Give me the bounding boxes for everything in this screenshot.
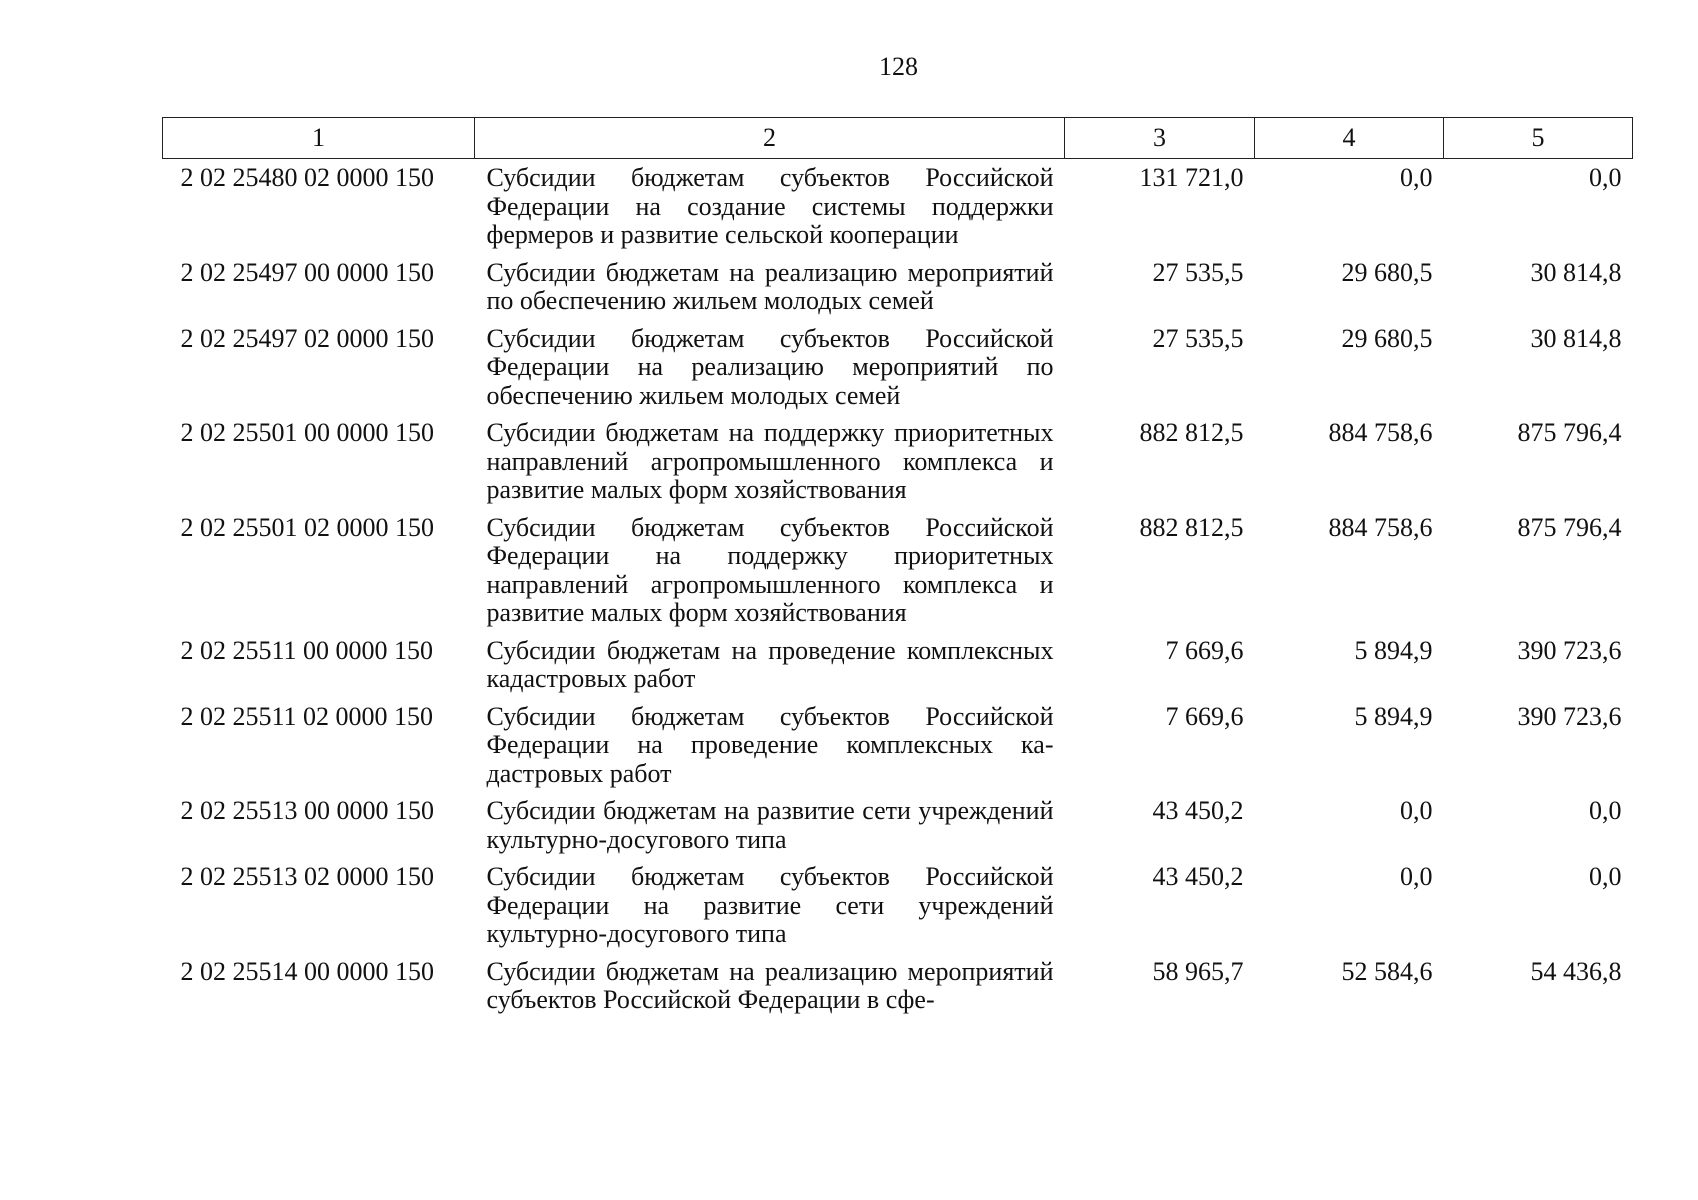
- budget-code: 2 02 25511 00 0000 150: [180, 635, 434, 665]
- budget-code: 2 02 25497 02 0000 150: [180, 323, 434, 353]
- table-row: [163, 632, 1633, 698]
- table-row: [163, 254, 1633, 320]
- revenue-name: Субсидии бюджетам на реализацию мероприятий по обеспечению жильем молодых семей: [486, 257, 1054, 315]
- revenue-name: Субсидии бюджетам субъектов Российской Федерации на проведение комплексных кадастровых работ: [486, 701, 1054, 788]
- table-row: [163, 858, 1633, 953]
- amount-col-5: 0,0: [1589, 163, 1622, 192]
- table-row: [163, 414, 1633, 509]
- budget-table: [162, 117, 1633, 1019]
- amount-col-5: 30 814,8: [1530, 323, 1622, 353]
- budget-code: 2 02 25501 00 0000 150: [180, 418, 434, 447]
- revenue-name: Субсидии бюджетам на развитие сети учреждений культурно-досугового типа: [486, 796, 1054, 854]
- revenue-name: Субсидии бюджетам на поддержку приоритетных направлений агропромышленного комплекса и развитие малых форм хозяйствования: [486, 418, 1054, 504]
- amount-col-4: 0,0: [1400, 163, 1433, 192]
- budget-code: 2 02 25514 00 0000 150: [180, 956, 434, 986]
- column-header-1: 1: [163, 118, 475, 159]
- revenue-name: Субсидии бюджетам на проведение комплексных кадастровых работ: [486, 635, 1054, 693]
- amount-col-4: 884 758,6: [1328, 512, 1433, 542]
- amount-col-4: 884 758,6: [1328, 418, 1433, 447]
- revenue-name: Субсидии бюджетам субъектов Российской Федерации на поддержку приоритетных направлений агропромышленного комплекса и развитие малых форм хозяйствования: [486, 512, 1054, 627]
- budget-code: 2 02 25513 00 0000 150: [180, 796, 434, 825]
- column-header-2: 2: [475, 118, 1065, 159]
- table-row: [163, 953, 1633, 1019]
- amount-col-3: 7 669,6: [1165, 701, 1244, 731]
- table-body: [163, 159, 1633, 1019]
- table-row: [163, 320, 1633, 415]
- amount-col-3: 7 669,6: [1165, 635, 1244, 665]
- amount-col-4: 5 894,9: [1354, 701, 1433, 731]
- budget-code: 2 02 25501 02 0000 150: [180, 512, 434, 542]
- amount-col-5: 54 436,8: [1530, 956, 1622, 986]
- amount-col-3: 58 965,7: [1152, 956, 1244, 986]
- table-row: [163, 792, 1633, 858]
- amount-col-5: 30 814,8: [1530, 257, 1622, 287]
- column-header-3: 3: [1065, 118, 1255, 159]
- budget-code: 2 02 25513 02 0000 150: [180, 862, 434, 891]
- amount-col-3: 43 450,2: [1152, 796, 1244, 825]
- amount-col-3: 27 535,5: [1152, 257, 1244, 287]
- amount-col-3: 131 721,0: [1139, 163, 1244, 192]
- revenue-name: Субсидии бюджетам субъектов Российской Федерации на реализацию мероприятий по обеспечению жильем молодых семей: [486, 323, 1054, 410]
- budget-code: 2 02 25497 00 0000 150: [180, 257, 434, 287]
- table-row: [163, 509, 1633, 632]
- table-row: [163, 698, 1633, 793]
- header-row: [163, 118, 1633, 159]
- page-number: 128: [879, 52, 918, 81]
- amount-col-5: 390 723,6: [1517, 635, 1622, 665]
- amount-col-5: 390 723,6: [1517, 701, 1622, 731]
- amount-col-5: 875 796,4: [1517, 418, 1622, 447]
- amount-col-4: 29 680,5: [1341, 323, 1433, 353]
- amount-col-5: 875 796,4: [1517, 512, 1622, 542]
- revenue-name: Субсидии бюджетам субъектов Российской Федерации на создание системы поддержки фермеров и развитие сельской кооперации: [486, 163, 1054, 249]
- amount-col-5: 0,0: [1589, 796, 1622, 825]
- amount-col-4: 29 680,5: [1341, 257, 1433, 287]
- budget-code: 2 02 25511 02 0000 150: [180, 701, 434, 731]
- amount-col-4: 0,0: [1400, 796, 1433, 825]
- amount-col-4: 5 894,9: [1354, 635, 1433, 665]
- table-header: [163, 118, 1633, 159]
- amount-col-3: 27 535,5: [1152, 323, 1244, 353]
- amount-col-3: 882 812,5: [1139, 512, 1244, 542]
- budget-code: 2 02 25480 02 0000 150: [180, 163, 434, 192]
- amount-col-4: 52 584,6: [1341, 956, 1433, 986]
- column-header-5: 5: [1444, 118, 1633, 159]
- column-header-4: 4: [1255, 118, 1444, 159]
- amount-col-3: 43 450,2: [1152, 862, 1244, 891]
- amount-col-5: 0,0: [1589, 862, 1622, 891]
- amount-col-3: 882 812,5: [1139, 418, 1244, 447]
- amount-col-4: 0,0: [1400, 862, 1433, 891]
- table-row: [163, 159, 1633, 254]
- revenue-name: Субсидии бюджетам на реализацию мероприятий субъектов Российской Федерации в сфе-: [486, 956, 1054, 1014]
- revenue-name: Субсидии бюджетам субъектов Российской Федерации на развитие сети учреждений культурно-досугового типа: [486, 862, 1054, 948]
